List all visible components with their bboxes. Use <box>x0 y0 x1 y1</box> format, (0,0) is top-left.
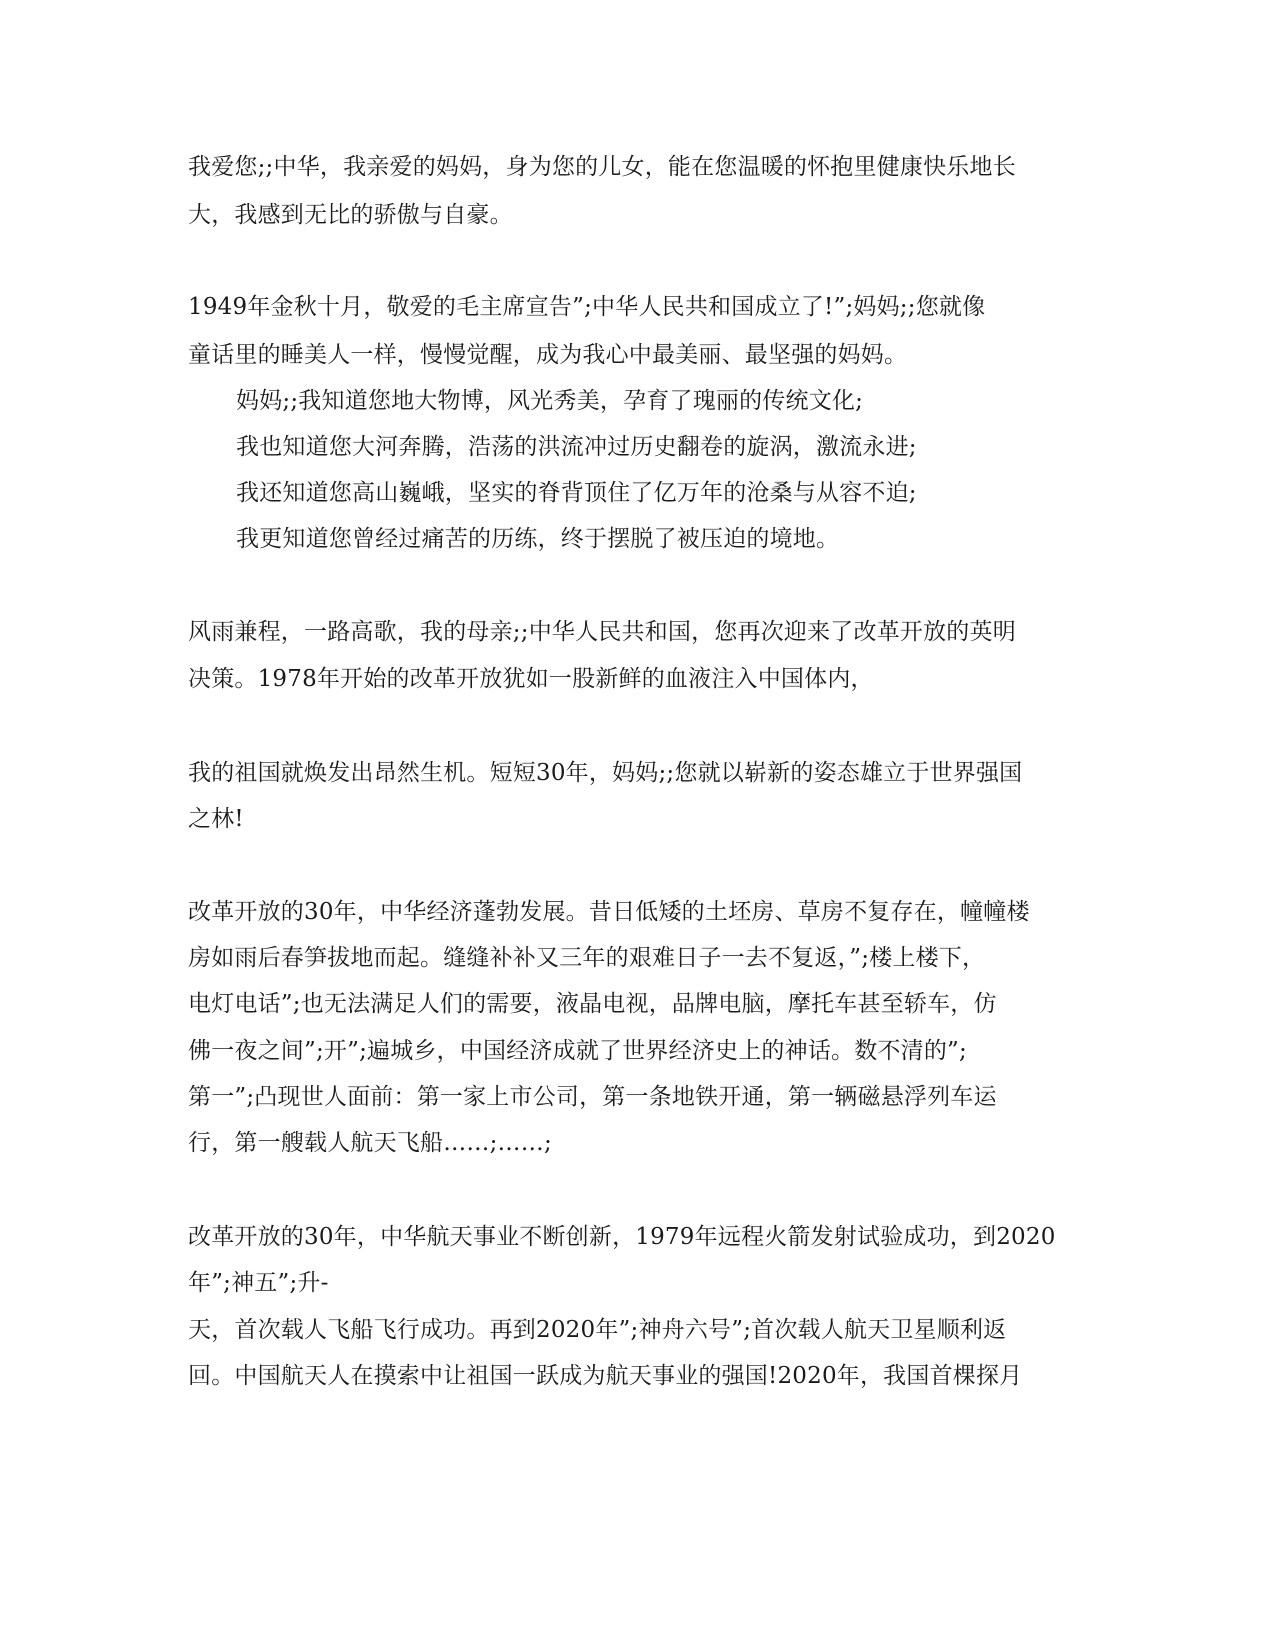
text-line: 我还知道您高山巍峨，坚实的脊背顶住了亿万年的沧桑与从容不迫; <box>236 480 917 506</box>
text-line: 我的祖国就焕发出昂然生机。短短30年，妈妈;;您就以崭新的姿态雄立于世界强国 <box>188 760 1023 786</box>
text-line: 电灯电话”;也无法满足人们的需要，液晶电视，品牌电脑，摩托车甚至轿车，仿 <box>188 991 997 1017</box>
text-line: 童话里的睡美人一样，慢慢觉醒，成为我心中最美丽、最坚强的妈妈。 <box>188 342 908 368</box>
text-line: 房如雨后春笋拔地而起。缝缝补补又三年的艰难日子一去不复返，”;楼上楼下， <box>188 945 986 971</box>
text-line: 第一”;凸现世人面前：第一家上市公司，第一条地铁开通，第一辆磁悬浮列车运 <box>188 1084 997 1110</box>
text-line: 改革开放的30年，中华经济蓬勃发展。昔日低矮的土坯房、草房不复存在，幢幢楼 <box>188 899 1030 925</box>
text-line: 天，首次载人飞船飞行成功。再到2020年”;神舟六号”;首次载人航天卫星顺利返 <box>188 1317 1007 1343</box>
text-line: 决策。1978年开始的改革开放犹如一股新鲜的血液注入中国体内， <box>188 666 874 692</box>
text-line: 佛一夜之间”;开”;遍城乡，中国经济成就了世界经济史上的神话。数不清的”; <box>188 1038 967 1064</box>
text-line: 年”;神五”;升- <box>188 1270 329 1296</box>
text-line: 大，我感到无比的骄傲与自豪。 <box>188 202 513 228</box>
text-line: 我也知道您大河奔腾，浩荡的洪流冲过历史翻卷的旋涡，激流永进; <box>236 434 917 460</box>
text-line: 改革开放的30年，中华航天事业不断创新，1979年远程火箭发射试验成功，到2020 <box>188 1224 1056 1250</box>
text-line: 我更知道您曾经过痛苦的历练，终于摆脱了被压迫的境地。 <box>236 526 840 552</box>
text-line: 回。中国航天人在摸索中让祖国一跃成为航天事业的强国!2020年，我国首棵探月 <box>188 1363 1023 1389</box>
text-line: 我爱您;;中华，我亲爱的妈妈，身为您的儿女，能在您温暖的怀抱里健康快乐地长 <box>188 154 1016 180</box>
text-line: 1949年金秋十月，敬爱的毛主席宣告”;中华人民共和国成立了!”;妈妈;;您就像 <box>188 294 986 320</box>
text-line: 妈妈;;我知道您地大物博，风光秀美，孕育了瑰丽的传统文化; <box>236 388 864 414</box>
text-line: 之林! <box>188 806 244 832</box>
text-line: 风雨兼程，一路高歌，我的母亲;;中华人民共和国，您再次迎来了改革开放的英明 <box>188 619 1016 645</box>
text-line: 行，第一艘载人航天飞船……;……; <box>188 1130 552 1156</box>
